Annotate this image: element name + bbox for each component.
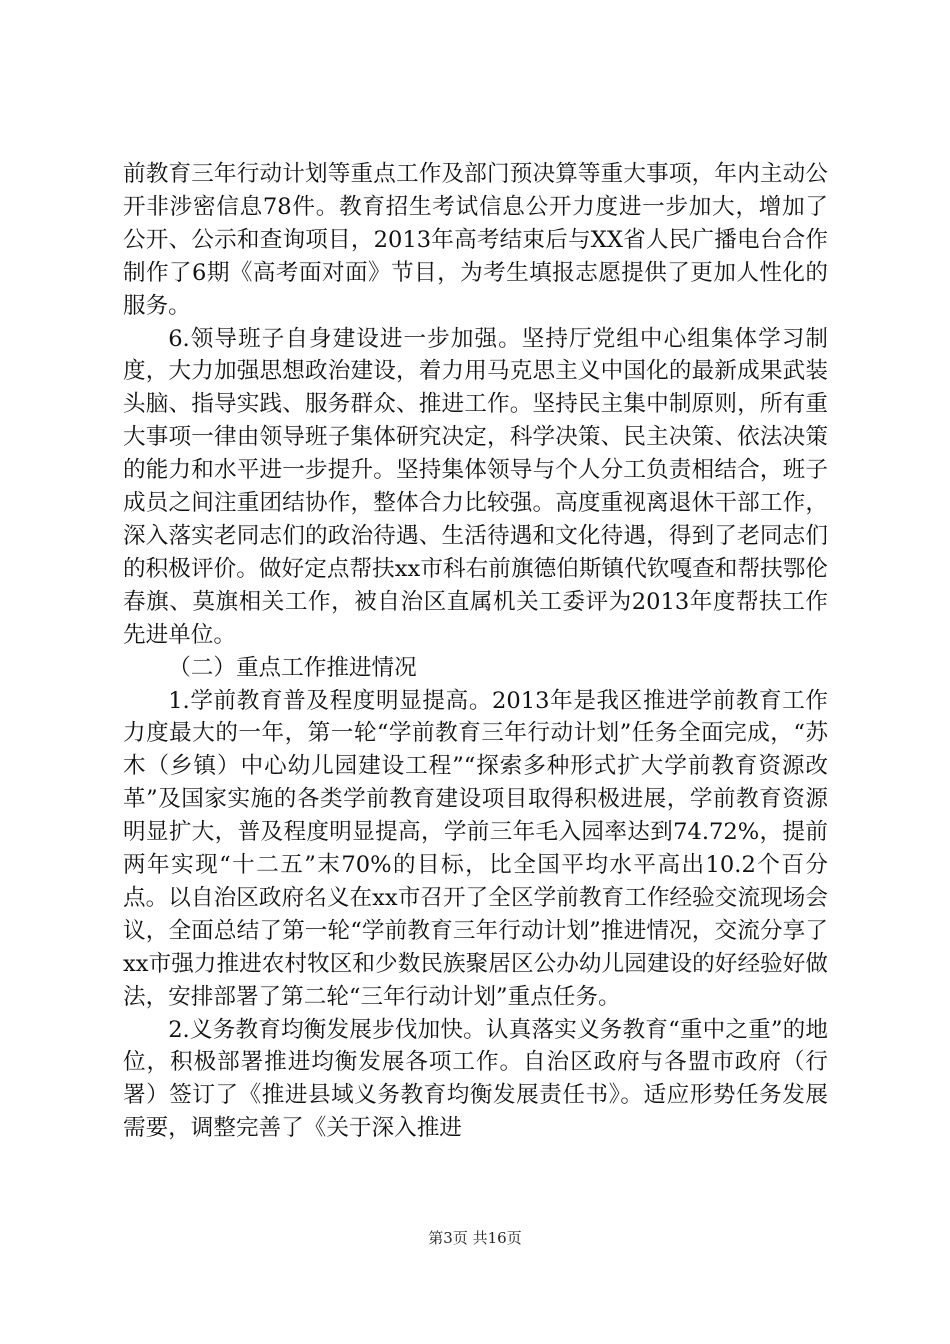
- document-body: [123, 158, 828, 1145]
- section-heading-key-work: （二）重点工作推进情况: [168, 654, 417, 681]
- paragraph-leadership-building: 6.领导班子自身建设进一步加强。坚持厅党组中心组集体学习制度，大力加强思想政治建设，着力用马克思主义中国化的最新成果武装头脑、指导实践、服务群众、推进工作。坚持民主集中制原则，所有重大事项一律由领导班子集体研究决定，科学决策、民主决策、依法决策的能力和水平进一步提升。坚持集体领导与个人分工负责相结合，班子成员之间注重团结协作，整体合力比较强。高度重视离退休干部工作，深入落实老同志们的政治待遇、生活待遇和文化待遇，得到了老同志们的积极评价。做好定点帮扶xx市科右前旗德伯斯镇代钦嘎查和帮扶鄂伦春旗、莫旗相关工作，被自治区直属机关工委评为2013年度帮扶工作先进单位。: [123, 325, 828, 648]
- paragraph-preschool-education: 1.学前教育普及程度明显提高。2013年是我区推进学前教育工作力度最大的一年，第一轮“学前教育三年行动计划”任务全面完成，“苏木（乡镇）中心幼儿园建设工程”“探索多种形式扩大学前教育资源改革”及国家实施的各类学前教育建设项目取得积极进展，学前教育资源明显扩大，普及程度明显提高，学前三年毛入园率达到74.72%，提前两年实现“十二五”末70%的目标，比全国平均水平高出10.2个百分点。以自治区政府名义在xx市召开了全区学前教育工作经验交流现场会议，全面总结了第一轮“学前教育三年行动计划”推进情况，交流分享了xx市强力推进农村牧区和少数民族聚居区公办幼儿园建设的好经验好做法，安排部署了第二轮“三年行动计划”重点任务。: [123, 687, 828, 1010]
- page-number-footer: 第3页 共16页: [428, 1229, 522, 1247]
- paragraph-compulsory-education: 2.义务教育均衡发展步伐加快。认真落实义务教育“重中之重”的地位，积极部署推进均衡发展各项工作。自治区政府与各盟市政府（行署）签订了《推进县域义务教育均衡发展责任书》。适应形势任务发展需要，调整完善了《关于深入推进: [123, 1016, 828, 1142]
- paragraph-continuation: 前教育三年行动计划等重点工作及部门预决算等重大事项，年内主动公开非涉密信息78件。教育招生考试信息公开力度进一步加大，增加了公开、公示和查询项目，2013年高考结束后与XX省人民广播电台合作制作了6期《高考面对面》节目，为考生填报志愿提供了更加人性化的服务。: [123, 161, 828, 319]
